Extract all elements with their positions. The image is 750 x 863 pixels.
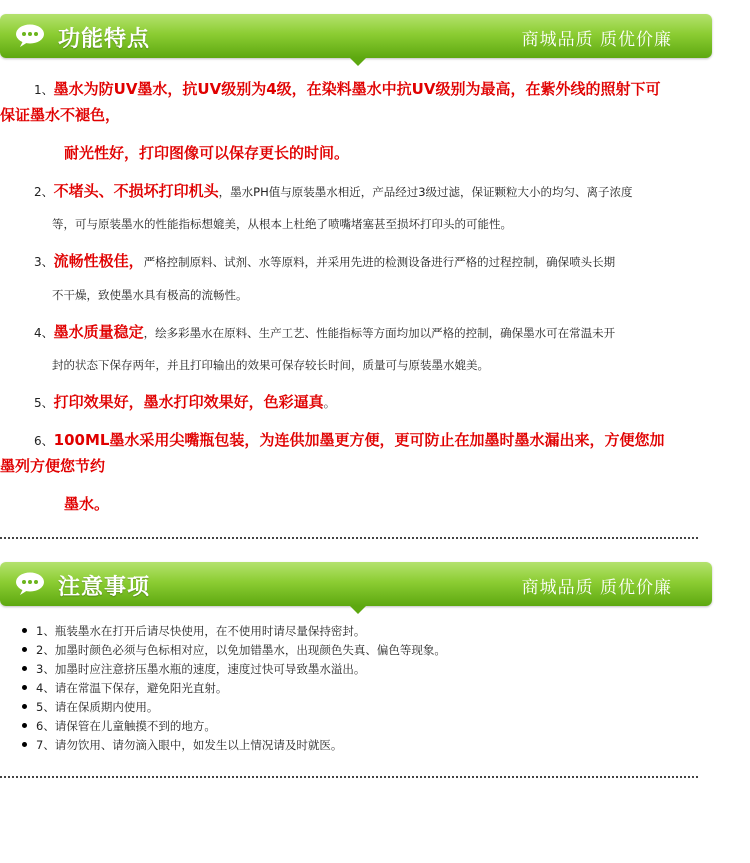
feature-item-6-cont: 墨列方便您节约	[0, 457, 106, 475]
list-item	[22, 623, 446, 642]
note-text: 2、加墨时颜色必须与色标相对应，以免加错墨水，出现颜色失真、偏色等现象。	[36, 643, 446, 657]
note-text: 7、请勿饮用、请勿滴入眼中，如发生以上情况请及时就医。	[36, 738, 343, 752]
bullet-icon	[22, 628, 27, 633]
item-text: ，墨水PH值与原装墨水相近，产品经过3级过滤，保证颗粒大小的均匀、离子浓度	[218, 185, 633, 199]
item-number: 5、	[34, 396, 54, 410]
notes-title: 注意事项	[58, 575, 151, 600]
features-title: 功能特点	[58, 27, 151, 52]
notes-list	[22, 623, 446, 756]
item-number: 6、	[34, 434, 54, 448]
item-heading: 流畅性极佳，	[53, 252, 144, 270]
list-item	[22, 699, 446, 718]
banner-notch	[350, 58, 366, 66]
banner-notch	[350, 606, 366, 614]
feature-item-3	[34, 250, 615, 271]
divider	[0, 776, 698, 778]
item-number: 1、	[34, 83, 54, 97]
item-heading: 墨水质量稳定	[53, 323, 144, 341]
note-text: 6、请保管在儿童触摸不到的地方。	[36, 719, 216, 733]
item-text: ，绘多彩墨水在原料、生产工艺、性能指标等方面均加以严格的控制，确保墨水可在常温未开	[143, 326, 616, 340]
feature-item-5	[34, 391, 336, 412]
feature-item-1-cont: 保证墨水不褪色，	[0, 106, 121, 124]
item-heading: 打印效果好，墨水打印效果好，色彩逼真	[53, 393, 324, 411]
note-text: 4、请在常温下保存，避免阳光直射。	[36, 681, 228, 695]
list-item	[22, 737, 446, 756]
list-item	[22, 680, 446, 699]
feature-item-2-cont: 等，可与原装墨水的性能指标想媲美，从根本上杜绝了喷嘴堵塞甚至损坏打印头的可能性。	[52, 217, 512, 231]
bullet-icon	[22, 742, 27, 747]
item-number: 2、	[34, 185, 54, 199]
item-text: 严格控制原料、试剂、水等原料，并采用先进的检测设备进行严格的过程控制，确保喷头长期	[143, 255, 616, 269]
note-text: 3、加墨时应注意挤压墨水瓶的速度，速度过快可导致墨水溢出。	[36, 662, 366, 676]
feature-item-4	[34, 321, 615, 342]
item-heading: 不堵头、不损坏打印机头	[53, 182, 219, 200]
speech-bubble-icon	[14, 23, 46, 47]
feature-item-1-cont2: 耐光性好，打印图像可以保存更长的时间。	[64, 144, 350, 162]
list-item	[22, 661, 446, 680]
feature-item-2	[34, 180, 633, 201]
bullet-icon	[22, 685, 27, 690]
item-text: 墨水为防UV墨水，抗UV级别为4级，在染料墨水中抗UV级别为最高，在紫外线的照射下可	[53, 80, 661, 98]
bullet-icon	[22, 666, 27, 671]
features-slogan: 商城品质 质优价廉	[521, 30, 672, 50]
feature-item-1	[34, 78, 660, 99]
speech-bubble-icon	[14, 571, 46, 595]
feature-item-6-cont2: 墨水。	[64, 495, 110, 513]
bullet-icon	[22, 647, 27, 652]
list-item	[22, 642, 446, 661]
feature-item-3-cont: 不干燥，致使墨水具有极高的流畅性。	[52, 288, 248, 302]
divider	[0, 537, 698, 539]
item-text: 100ML墨水采用尖嘴瓶包装，为连供加墨更方便，更可防止在加墨时墨水漏出来，方便您加	[53, 431, 665, 449]
list-item	[22, 718, 446, 737]
feature-item-6	[34, 429, 664, 450]
notes-slogan: 商城品质 质优价廉	[521, 578, 672, 598]
features-banner	[0, 14, 712, 58]
notes-banner	[0, 562, 712, 606]
item-tail: 。	[323, 396, 336, 410]
feature-item-4-cont: 封的状态下保存两年，并且打印输出的效果可保存较长时间，质量可与原装墨水媲美。	[52, 358, 489, 372]
bullet-icon	[22, 704, 27, 709]
note-text: 5、请在保质期内使用。	[36, 700, 159, 714]
note-text: 1、瓶装墨水在打开后请尽快使用，在不使用时请尽量保持密封。	[36, 624, 366, 638]
bullet-icon	[22, 723, 27, 728]
item-number: 4、	[34, 326, 54, 340]
item-number: 3、	[34, 255, 54, 269]
